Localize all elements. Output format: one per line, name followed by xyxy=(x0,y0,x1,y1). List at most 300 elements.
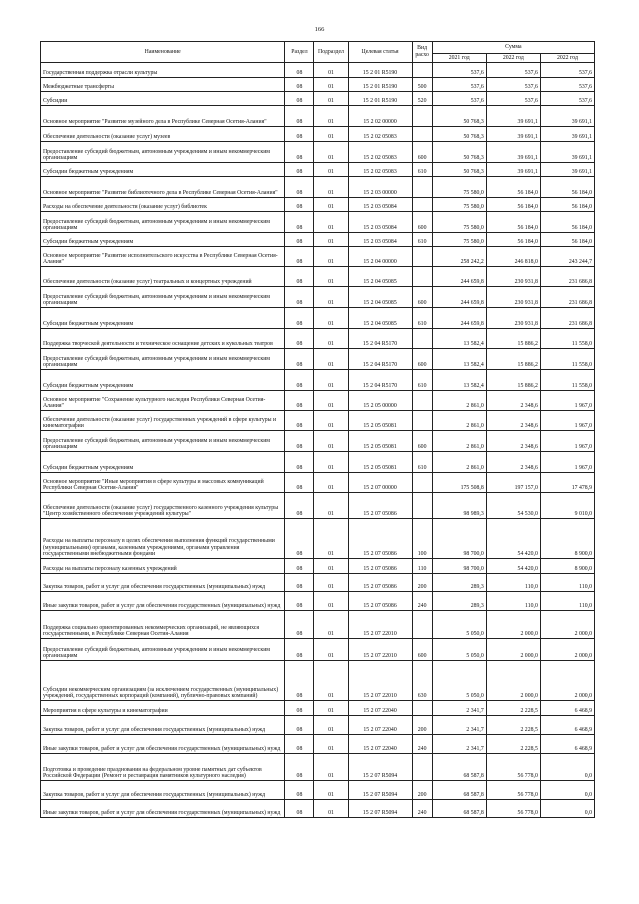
row-section: 08 xyxy=(285,754,314,781)
row-sum-2022b: 8 900,0 xyxy=(540,559,594,574)
row-sum-2022b: 8 900,0 xyxy=(540,519,594,559)
row-sum-2022b: 56 184,0 xyxy=(540,233,594,247)
row-subsection: 01 xyxy=(314,127,348,142)
table-row xyxy=(41,349,595,370)
row-sum-2022b: 110,0 xyxy=(540,592,594,611)
table-row xyxy=(41,431,595,452)
table-row xyxy=(41,92,595,106)
row-exp-type xyxy=(412,63,432,78)
row-target: 15 2 07 05086 xyxy=(348,592,412,611)
row-sum-2022: 54 420,0 xyxy=(486,519,540,559)
header-subsection: Подраздел xyxy=(314,42,348,63)
row-exp-type: 600 xyxy=(412,639,432,661)
row-name: Предоставление субсидий бюджетным, автономным учреждениям и иным некоммерческим организациям xyxy=(41,431,285,452)
row-name: Закупка товаров, работ и услуг для обеспечения государственных (муниципальных) нужд xyxy=(41,781,285,800)
row-sum-2022b: 537,6 xyxy=(540,78,594,92)
table-row xyxy=(41,559,595,574)
row-sum-2021: 75 580,0 xyxy=(432,212,486,233)
row-target: 15 2 07 R5094 xyxy=(348,754,412,781)
row-subsection: 01 xyxy=(314,78,348,92)
table-row xyxy=(41,247,595,267)
row-sum-2022b: 2 000,0 xyxy=(540,639,594,661)
row-name: Закупка товаров, работ и услуг для обеспечения государственных (муниципальных) нужд xyxy=(41,716,285,735)
row-exp-type: 600 xyxy=(412,287,432,308)
row-section: 08 xyxy=(285,198,314,212)
row-sum-2022: 110,0 xyxy=(486,592,540,611)
row-exp-type: 240 xyxy=(412,800,432,818)
row-sum-2021: 244 659,8 xyxy=(432,287,486,308)
row-sum-2021: 98 700,0 xyxy=(432,519,486,559)
row-sum-2021: 50 768,3 xyxy=(432,106,486,127)
row-target: 15 2 07 R5094 xyxy=(348,781,412,800)
row-sum-2022: 56 184,0 xyxy=(486,177,540,198)
row-sum-2022: 2 000,0 xyxy=(486,661,540,701)
table-header xyxy=(41,42,595,63)
row-name: Предоставление субсидий бюджетным, автономным учреждениям и иным некоммерческим организациям xyxy=(41,639,285,661)
row-subsection: 01 xyxy=(314,63,348,78)
row-sum-2022b: 2 000,0 xyxy=(540,661,594,701)
budget-table xyxy=(40,41,595,818)
row-target: 15 2 02 05083 xyxy=(348,163,412,177)
row-target: 15 2 02 05083 xyxy=(348,142,412,163)
row-sum-2022b: 243 244,7 xyxy=(540,247,594,267)
row-section: 08 xyxy=(285,287,314,308)
row-subsection: 01 xyxy=(314,308,348,329)
row-sum-2021: 2 861,0 xyxy=(432,391,486,411)
table-row xyxy=(41,781,595,800)
row-name: Предоставление субсидий бюджетным, автономным учреждениям и иным некоммерческим организациям xyxy=(41,287,285,308)
table-body xyxy=(41,63,595,818)
row-sum-2022: 2 000,0 xyxy=(486,611,540,639)
row-target: 15 2 07 22010 xyxy=(348,639,412,661)
row-subsection: 01 xyxy=(314,493,348,519)
table-row xyxy=(41,163,595,177)
row-section: 08 xyxy=(285,127,314,142)
row-section: 08 xyxy=(285,431,314,452)
row-exp-type xyxy=(412,106,432,127)
row-sum-2022b: 537,6 xyxy=(540,92,594,106)
row-sum-2021: 13 582,4 xyxy=(432,329,486,349)
row-subsection: 01 xyxy=(314,639,348,661)
table-row xyxy=(41,267,595,287)
header-year-2022: 2022 год xyxy=(486,54,540,63)
row-subsection: 01 xyxy=(314,349,348,370)
table-row xyxy=(41,493,595,519)
table-row xyxy=(41,754,595,781)
row-sum-2022: 15 886,2 xyxy=(486,370,540,391)
row-sum-2021: 289,3 xyxy=(432,592,486,611)
row-exp-type: 200 xyxy=(412,574,432,592)
row-target: 15 2 04 05085 xyxy=(348,308,412,329)
table-row xyxy=(41,142,595,163)
row-sum-2021: 2 861,0 xyxy=(432,431,486,452)
table-row xyxy=(41,473,595,493)
table-row xyxy=(41,177,595,198)
row-sum-2022b: 56 184,0 xyxy=(540,198,594,212)
row-sum-2022b: 56 184,0 xyxy=(540,212,594,233)
row-section: 08 xyxy=(285,559,314,574)
row-name: Закупка товаров, работ и услуг для обеспечения государственных (муниципальных) нужд xyxy=(41,574,285,592)
row-name: Основное мероприятие "Развитие библиотечного дела в Республике Северная Осетия-Алания" xyxy=(41,177,285,198)
header-sum: Сумма xyxy=(432,42,594,54)
row-exp-type: 610 xyxy=(412,233,432,247)
row-section: 08 xyxy=(285,661,314,701)
row-target: 15 2 07 22010 xyxy=(348,661,412,701)
row-subsection: 01 xyxy=(314,452,348,473)
table-row xyxy=(41,592,595,611)
row-sum-2021: 98 989,3 xyxy=(432,493,486,519)
row-section: 08 xyxy=(285,233,314,247)
row-exp-type: 600 xyxy=(412,142,432,163)
row-subsection: 01 xyxy=(314,716,348,735)
row-sum-2022: 15 886,2 xyxy=(486,349,540,370)
row-sum-2022b: 1 967,0 xyxy=(540,431,594,452)
row-subsection: 01 xyxy=(314,177,348,198)
row-section: 08 xyxy=(285,781,314,800)
row-exp-type: 240 xyxy=(412,735,432,754)
row-sum-2022b: 0,0 xyxy=(540,800,594,818)
row-name: Субсидии бюджетным учреждениям xyxy=(41,452,285,473)
row-section: 08 xyxy=(285,701,314,716)
row-subsection: 01 xyxy=(314,701,348,716)
row-sum-2021: 537,6 xyxy=(432,63,486,78)
row-name: Обеспечение деятельности (оказание услуг) театральных и концертных учреждений xyxy=(41,267,285,287)
row-sum-2022b: 39 691,1 xyxy=(540,142,594,163)
row-target: 15 2 05 05081 xyxy=(348,452,412,473)
row-exp-type xyxy=(412,473,432,493)
row-exp-type: 600 xyxy=(412,349,432,370)
row-sum-2021: 2 861,0 xyxy=(432,452,486,473)
row-subsection: 01 xyxy=(314,411,348,431)
row-sum-2022b: 11 558,0 xyxy=(540,329,594,349)
row-subsection: 01 xyxy=(314,233,348,247)
row-target: 15 2 04 R5170 xyxy=(348,329,412,349)
row-sum-2021: 75 580,0 xyxy=(432,233,486,247)
row-sum-2022b: 6 468,9 xyxy=(540,701,594,716)
row-target: 15 2 07 05086 xyxy=(348,574,412,592)
row-subsection: 01 xyxy=(314,431,348,452)
row-sum-2022: 2 000,0 xyxy=(486,639,540,661)
row-sum-2022b: 1 967,0 xyxy=(540,391,594,411)
row-name: Обеспечение деятельности (оказание услуг) музеев xyxy=(41,127,285,142)
row-subsection: 01 xyxy=(314,735,348,754)
row-target: 15 2 05 05081 xyxy=(348,411,412,431)
row-name: Основное мероприятие "Развитие музейного дела в Республике Северная Осетия-Алания" xyxy=(41,106,285,127)
row-exp-type xyxy=(412,267,432,287)
row-sum-2022: 230 931,8 xyxy=(486,308,540,329)
row-name: Иные закупки товаров, работ и услуг для обеспечения государственных (муниципальных) нужд xyxy=(41,800,285,818)
row-target: 15 2 01 R5190 xyxy=(348,63,412,78)
row-subsection: 01 xyxy=(314,287,348,308)
row-subsection: 01 xyxy=(314,781,348,800)
row-exp-type: 100 xyxy=(412,519,432,559)
row-sum-2022: 537,6 xyxy=(486,78,540,92)
row-exp-type xyxy=(412,247,432,267)
row-sum-2021: 5 050,0 xyxy=(432,661,486,701)
table-row xyxy=(41,701,595,716)
row-section: 08 xyxy=(285,106,314,127)
row-name: Субсидии xyxy=(41,92,285,106)
table-row xyxy=(41,735,595,754)
row-section: 08 xyxy=(285,639,314,661)
row-exp-type xyxy=(412,329,432,349)
row-sum-2022b: 39 691,1 xyxy=(540,106,594,127)
row-sum-2022: 56 778,0 xyxy=(486,781,540,800)
row-sum-2022: 230 931,8 xyxy=(486,287,540,308)
row-sum-2021: 68 587,8 xyxy=(432,800,486,818)
row-subsection: 01 xyxy=(314,142,348,163)
row-exp-type xyxy=(412,701,432,716)
row-section: 08 xyxy=(285,267,314,287)
row-section: 08 xyxy=(285,716,314,735)
table-row xyxy=(41,233,595,247)
row-target: 15 2 05 05081 xyxy=(348,431,412,452)
row-subsection: 01 xyxy=(314,754,348,781)
row-section: 08 xyxy=(285,611,314,639)
table-row xyxy=(41,308,595,329)
row-sum-2021: 50 768,3 xyxy=(432,127,486,142)
row-exp-type: 610 xyxy=(412,370,432,391)
row-exp-type xyxy=(412,754,432,781)
row-target: 15 2 03 00000 xyxy=(348,177,412,198)
row-subsection: 01 xyxy=(314,247,348,267)
row-sum-2022: 39 691,1 xyxy=(486,142,540,163)
row-sum-2022b: 39 691,1 xyxy=(540,163,594,177)
row-exp-type: 610 xyxy=(412,452,432,473)
table-row xyxy=(41,452,595,473)
row-subsection: 01 xyxy=(314,611,348,639)
row-subsection: 01 xyxy=(314,574,348,592)
row-name: Субсидии бюджетным учреждениям xyxy=(41,308,285,329)
row-name: Поддержка социально ориентированных некоммерческих организаций, не являющихся государственными, в Республике Северная Осетия-Алания xyxy=(41,611,285,639)
row-sum-2022b: 0,0 xyxy=(540,781,594,800)
table-row xyxy=(41,716,595,735)
row-name: Основное мероприятие "Сохранение культурного наследия Республики Северная Осетия-Алания" xyxy=(41,391,285,411)
row-name: Иные закупки товаров, работ и услуг для обеспечения государственных (муниципальных) нужд xyxy=(41,735,285,754)
table-row xyxy=(41,287,595,308)
row-section: 08 xyxy=(285,735,314,754)
row-exp-type: 500 xyxy=(412,78,432,92)
row-name: Основное мероприятие "Развитие исполнительского искусства в Республике Северная Осетия-Алания" xyxy=(41,247,285,267)
row-exp-type xyxy=(412,493,432,519)
row-exp-type: 600 xyxy=(412,431,432,452)
row-sum-2022b: 11 558,0 xyxy=(540,349,594,370)
row-sum-2021: 50 768,3 xyxy=(432,142,486,163)
table-row xyxy=(41,639,595,661)
row-target: 15 2 02 05083 xyxy=(348,127,412,142)
row-sum-2021: 2 341,7 xyxy=(432,716,486,735)
row-sum-2022: 246 818,0 xyxy=(486,247,540,267)
table-row xyxy=(41,800,595,818)
row-sum-2022b: 9 010,0 xyxy=(540,493,594,519)
row-target: 15 2 04 R5170 xyxy=(348,349,412,370)
row-name: Предоставление субсидий бюджетным, автономным учреждениям и иным некоммерческим организациям xyxy=(41,349,285,370)
row-section: 08 xyxy=(285,163,314,177)
row-sum-2022b: 11 558,0 xyxy=(540,370,594,391)
row-subsection: 01 xyxy=(314,267,348,287)
row-sum-2021: 5 050,0 xyxy=(432,639,486,661)
row-sum-2021: 289,3 xyxy=(432,574,486,592)
row-sum-2022b: 6 468,9 xyxy=(540,716,594,735)
row-sum-2022: 2 348,6 xyxy=(486,452,540,473)
row-target: 15 2 07 05086 xyxy=(348,493,412,519)
row-sum-2021: 537,6 xyxy=(432,92,486,106)
row-sum-2021: 2 341,7 xyxy=(432,701,486,716)
row-sum-2021: 50 768,3 xyxy=(432,163,486,177)
row-name: Расходы на выплаты персоналу в целях обеспечения выполнения функций государственными (муниципальными) органами, казенными учреждениями, органами управления государственными внебюджетными фондами xyxy=(41,519,285,559)
table-row xyxy=(41,78,595,92)
row-sum-2021: 75 580,0 xyxy=(432,177,486,198)
row-section: 08 xyxy=(285,574,314,592)
row-target: 15 2 07 R5094 xyxy=(348,800,412,818)
row-section: 08 xyxy=(285,177,314,198)
header-section: Раздел xyxy=(285,42,314,63)
row-name: Подготовка и проведение празднования на федеральном уровне памятных дат субъектов Российской Федерации (Ремонт и реставрация памятников культурного наследия) xyxy=(41,754,285,781)
row-section: 08 xyxy=(285,92,314,106)
table-row xyxy=(41,661,595,701)
table-row xyxy=(41,106,595,127)
row-target: 15 2 07 05086 xyxy=(348,559,412,574)
row-section: 08 xyxy=(285,78,314,92)
row-sum-2022b: 6 468,9 xyxy=(540,735,594,754)
table-row xyxy=(41,212,595,233)
row-target: 15 2 07 22040 xyxy=(348,716,412,735)
row-subsection: 01 xyxy=(314,592,348,611)
row-target: 15 2 07 22010 xyxy=(348,611,412,639)
row-sum-2022: 110,0 xyxy=(486,574,540,592)
row-name: Субсидии некоммерческим организациям (за исключением государственных (муниципальных) учреждений, государственных корпораций (компаний), публично-правовых компаний) xyxy=(41,661,285,701)
row-target: 15 2 01 R5190 xyxy=(348,92,412,106)
table-row xyxy=(41,611,595,639)
header-exp-type: Вид расхо xyxy=(412,42,432,63)
row-sum-2022: 56 778,0 xyxy=(486,754,540,781)
row-sum-2022: 54 420,0 xyxy=(486,559,540,574)
row-sum-2022: 56 184,0 xyxy=(486,212,540,233)
row-sum-2021: 13 582,4 xyxy=(432,349,486,370)
row-exp-type xyxy=(412,177,432,198)
row-name: Основное мероприятие "Иные мероприятия в сфере культуры и массовых коммуникаций Республики Северная Осетия-Алания" xyxy=(41,473,285,493)
row-exp-type xyxy=(412,127,432,142)
row-sum-2021: 175 508,8 xyxy=(432,473,486,493)
row-sum-2021: 68 587,8 xyxy=(432,754,486,781)
row-section: 08 xyxy=(285,391,314,411)
row-section: 08 xyxy=(285,519,314,559)
row-sum-2022b: 39 691,1 xyxy=(540,127,594,142)
header-target: Целевая статья xyxy=(348,42,412,63)
row-sum-2022: 15 886,2 xyxy=(486,329,540,349)
row-name: Поддержка творческой деятельности и техническое оснащение детских и кукольных театров xyxy=(41,329,285,349)
row-sum-2021: 75 580,0 xyxy=(432,198,486,212)
row-target: 15 2 04 05085 xyxy=(348,287,412,308)
row-name: Обеспечение деятельности (оказание услуг) государственных учреждений в сфере культуры и кинематографии xyxy=(41,411,285,431)
row-subsection: 01 xyxy=(314,370,348,391)
row-sum-2022: 230 931,8 xyxy=(486,267,540,287)
table-row xyxy=(41,391,595,411)
table-row xyxy=(41,63,595,78)
row-subsection: 01 xyxy=(314,198,348,212)
row-sum-2021: 98 700,0 xyxy=(432,559,486,574)
table-row xyxy=(41,370,595,391)
row-target: 15 2 03 05084 xyxy=(348,233,412,247)
row-target: 15 2 07 22040 xyxy=(348,701,412,716)
row-section: 08 xyxy=(285,592,314,611)
row-sum-2022b: 56 184,0 xyxy=(540,177,594,198)
row-subsection: 01 xyxy=(314,800,348,818)
row-section: 08 xyxy=(285,411,314,431)
row-section: 08 xyxy=(285,493,314,519)
row-exp-type: 630 xyxy=(412,661,432,701)
row-name: Субсидии бюджетным учреждениям xyxy=(41,163,285,177)
row-sum-2022: 2 348,6 xyxy=(486,411,540,431)
row-exp-type: 240 xyxy=(412,592,432,611)
row-sum-2022: 2 348,6 xyxy=(486,431,540,452)
row-sum-2021: 2 341,7 xyxy=(432,735,486,754)
row-sum-2022b: 17 478,9 xyxy=(540,473,594,493)
table-row xyxy=(41,411,595,431)
row-subsection: 01 xyxy=(314,329,348,349)
row-sum-2022: 56 778,0 xyxy=(486,800,540,818)
row-sum-2022: 537,6 xyxy=(486,92,540,106)
row-exp-type: 610 xyxy=(412,308,432,329)
row-name: Иные закупки товаров, работ и услуг для обеспечения государственных (муниципальных) нужд xyxy=(41,592,285,611)
row-subsection: 01 xyxy=(314,92,348,106)
row-section: 08 xyxy=(285,63,314,78)
row-name: Обеспечение деятельности (оказание услуг) государственного казенного учреждения культуры "Центр хозяйственного обеспечения учреждений культуры" xyxy=(41,493,285,519)
row-subsection: 01 xyxy=(314,473,348,493)
row-name: Межбюджетные трансферты xyxy=(41,78,285,92)
row-sum-2021: 13 582,4 xyxy=(432,370,486,391)
row-name: Предоставление субсидий бюджетным, автономным учреждениям и иным некоммерческим организациям xyxy=(41,142,285,163)
row-target: 15 2 07 22040 xyxy=(348,735,412,754)
row-sum-2022: 39 691,1 xyxy=(486,106,540,127)
row-subsection: 01 xyxy=(314,163,348,177)
row-name: Расходы на выплаты персоналу казенных учреждений xyxy=(41,559,285,574)
row-sum-2021: 68 587,8 xyxy=(432,781,486,800)
row-target: 15 2 02 00000 xyxy=(348,106,412,127)
row-exp-type: 200 xyxy=(412,716,432,735)
row-target: 15 2 04 00000 xyxy=(348,247,412,267)
row-section: 08 xyxy=(285,349,314,370)
row-subsection: 01 xyxy=(314,519,348,559)
row-sum-2022: 56 184,0 xyxy=(486,233,540,247)
row-sum-2022b: 1 967,0 xyxy=(540,452,594,473)
row-target: 15 2 03 05084 xyxy=(348,198,412,212)
row-sum-2022b: 231 686,8 xyxy=(540,308,594,329)
row-exp-type xyxy=(412,411,432,431)
row-section: 08 xyxy=(285,452,314,473)
row-sum-2022: 537,6 xyxy=(486,63,540,78)
row-target: 15 2 07 00000 xyxy=(348,473,412,493)
row-sum-2022: 54 530,0 xyxy=(486,493,540,519)
row-exp-type xyxy=(412,198,432,212)
row-exp-type: 520 xyxy=(412,92,432,106)
row-subsection: 01 xyxy=(314,559,348,574)
row-sum-2022: 39 691,1 xyxy=(486,163,540,177)
row-sum-2021: 244 659,8 xyxy=(432,267,486,287)
row-target: 15 2 07 05086 xyxy=(348,519,412,559)
row-section: 08 xyxy=(285,473,314,493)
row-subsection: 01 xyxy=(314,212,348,233)
row-sum-2022b: 110,0 xyxy=(540,574,594,592)
row-section: 08 xyxy=(285,247,314,267)
row-section: 08 xyxy=(285,370,314,391)
row-sum-2021: 537,6 xyxy=(432,78,486,92)
row-section: 08 xyxy=(285,142,314,163)
row-name: Государственная поддержка отрасли культуры xyxy=(41,63,285,78)
table-row xyxy=(41,127,595,142)
row-exp-type xyxy=(412,391,432,411)
table-row xyxy=(41,329,595,349)
